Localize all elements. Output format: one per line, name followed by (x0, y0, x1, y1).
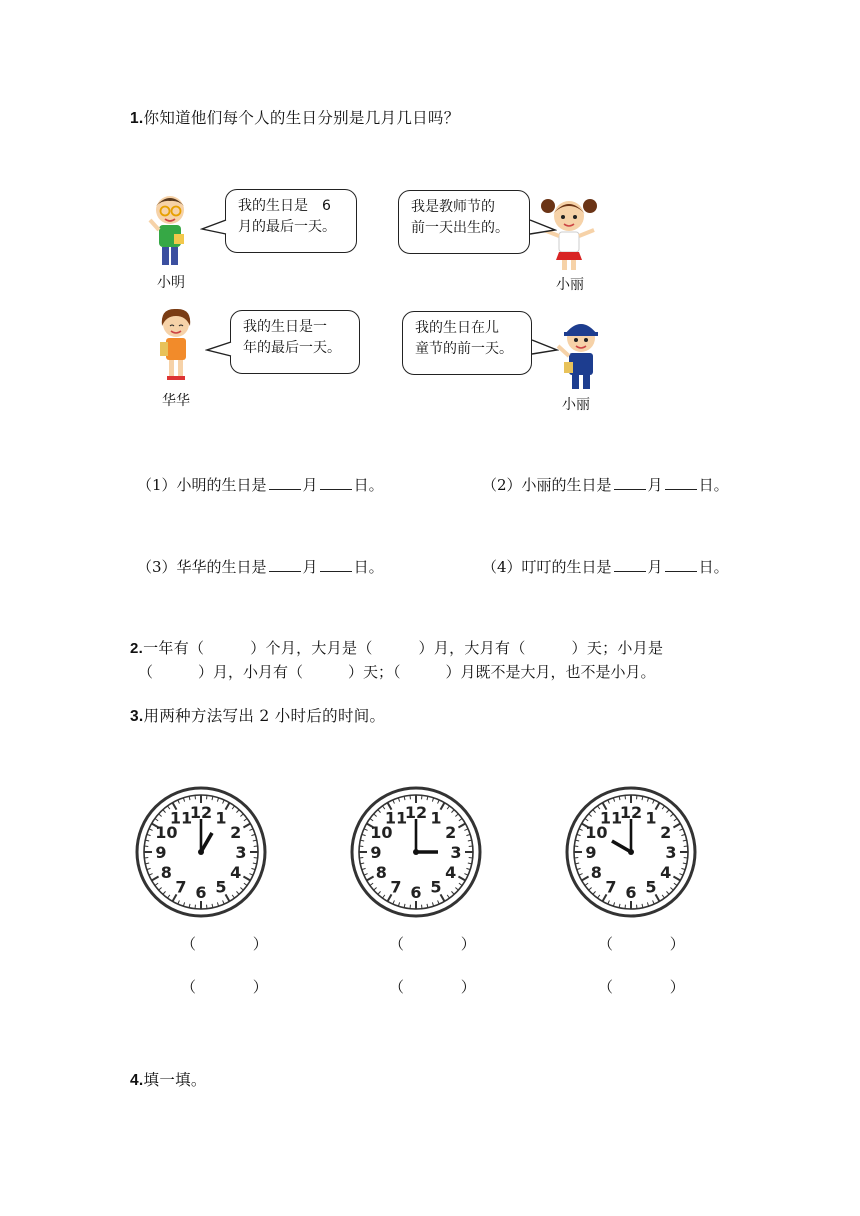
clock-numeral: 3 (235, 843, 247, 862)
question-number: 4. (130, 1072, 144, 1089)
speech-bubble-dingding (402, 311, 532, 375)
sub-question-1 (137, 474, 384, 495)
clock-numeral: 1 (430, 808, 442, 828)
sub-question-text: 月 (302, 476, 318, 494)
clock-numeral: 10 (585, 823, 608, 842)
bubble-line: 前一天出生的。 (411, 220, 509, 236)
clock-numeral: 6 (195, 883, 207, 902)
sub-question-text: 日。 (698, 476, 729, 494)
clock-numeral: 1 (215, 808, 227, 828)
sub-question-text: （4）叮叮的生日是 (482, 558, 612, 576)
bubble-line: 月的最后一天。 (238, 219, 336, 235)
answer-blank[interactable] (320, 557, 352, 572)
answer-paren[interactable]: （ ） (389, 978, 502, 996)
sub-question-2 (482, 474, 729, 495)
answer-paren[interactable]: （ ） (389, 935, 502, 953)
sub-question-text: 月 (647, 558, 663, 576)
clock-numeral: 6 (410, 883, 422, 902)
answer-blank[interactable] (269, 557, 301, 572)
clock-numeral: 12 (189, 803, 213, 822)
clock-numeral: 8 (375, 863, 387, 882)
question-4-title (130, 1068, 207, 1090)
clock-numeral: 5 (430, 877, 442, 897)
answer-paren[interactable]: （ ） (181, 935, 294, 953)
question-2 (130, 637, 663, 682)
question-number: 1. (130, 110, 144, 127)
clock-numeral: 11 (599, 808, 623, 828)
clock-center (413, 849, 419, 855)
sub-question-text: 月 (647, 476, 663, 494)
clock-numeral: 5 (215, 877, 227, 897)
sub-question-4 (482, 556, 729, 577)
clock-numeral: 1 (645, 808, 657, 828)
clock-numeral: 4 (445, 863, 457, 882)
clock-numeral: 4 (230, 863, 242, 882)
clock-numeral: 8 (590, 863, 602, 882)
bubble-line: 我是教师节的 (411, 199, 495, 215)
question-line: （ ）月，小月有（ ）天；（ ）月既不是大月，也不是小月。 (138, 663, 656, 681)
clock-numeral: 2 (445, 823, 457, 842)
clock-3 (564, 785, 698, 919)
name-label: 小丽 (556, 277, 584, 293)
clock-1 (134, 785, 268, 919)
answer-paren[interactable]: （ ） (598, 978, 711, 996)
clock-2 (349, 785, 483, 919)
question-number: 3. (130, 708, 144, 725)
clock-numeral: 7 (605, 877, 617, 897)
name-label: 小明 (157, 275, 185, 291)
clock-numeral: 9 (370, 843, 382, 862)
question-text: 填一填。 (143, 1071, 207, 1089)
clock-numeral: 4 (660, 863, 672, 882)
sub-question-text: 日。 (353, 476, 384, 494)
answer-paren[interactable]: （ ） (598, 935, 711, 953)
bubble-line: 我的生日是 6 (238, 198, 331, 214)
clock-numeral: 6 (625, 883, 637, 902)
sub-question-text: （1）小明的生日是 (137, 476, 267, 494)
clock-numeral: 10 (370, 823, 393, 842)
sub-question-text: （2）小丽的生日是 (482, 476, 612, 494)
bubble-tail (527, 218, 557, 238)
answer-blank[interactable] (320, 475, 352, 490)
clock-numeral: 5 (645, 877, 657, 897)
question-number: 2. (130, 640, 144, 657)
question-1-title (130, 106, 460, 128)
speech-bubble-xiaoli (398, 190, 530, 254)
clock-center (198, 849, 204, 855)
clock-numeral: 11 (384, 808, 408, 828)
child-huahua-illustration (154, 306, 200, 384)
answer-blank[interactable] (665, 557, 697, 572)
sub-question-3 (137, 556, 384, 577)
answer-blank[interactable] (614, 475, 646, 490)
bubble-line: 年的最后一天。 (243, 340, 341, 356)
bubble-line: 童节的前一天。 (415, 341, 513, 357)
question-line: 一年有（ ）个月，大月是（ ）月，大月有（ ）天；小月是 (143, 639, 664, 657)
clock-numeral: 3 (665, 843, 677, 862)
sub-question-text: 月 (302, 558, 318, 576)
question-text: 你知道他们每个人的生日分别是几月几日吗？ (143, 109, 460, 127)
bubble-line: 我的生日在儿 (415, 320, 499, 336)
clock-numeral: 7 (390, 877, 402, 897)
clock-numeral: 10 (155, 823, 178, 842)
clock-numeral: 2 (230, 823, 242, 842)
clock-numeral: 9 (155, 843, 167, 862)
name-label: 华华 (162, 393, 190, 409)
sub-question-text: （3）华华的生日是 (137, 558, 267, 576)
sub-question-text: 日。 (353, 558, 384, 576)
bubble-line: 我的生日是一 (243, 319, 327, 335)
question-3-title (130, 704, 385, 726)
bubble-tail (529, 338, 559, 358)
answer-blank[interactable] (614, 557, 646, 572)
bubble-tail (200, 218, 230, 238)
answer-blank[interactable] (665, 475, 697, 490)
clock-numeral: 12 (404, 803, 428, 822)
answer-paren[interactable]: （ ） (181, 978, 294, 996)
name-label: 小丽 (562, 397, 590, 413)
question-text: 用两种方法写出 2 小时后的时间。 (143, 707, 386, 725)
bubble-tail (205, 340, 235, 360)
sub-question-text: 日。 (698, 558, 729, 576)
clock-numeral: 8 (160, 863, 172, 882)
clock-numeral: 3 (450, 843, 462, 862)
clock-numeral: 7 (175, 877, 187, 897)
child-xiaoming-illustration (148, 192, 194, 270)
speech-bubble-xiaoming (225, 189, 357, 253)
clock-center (628, 849, 634, 855)
clock-numeral: 9 (585, 843, 597, 862)
clock-numeral: 2 (660, 823, 672, 842)
speech-bubble-huahua (230, 310, 360, 374)
clock-numeral: 11 (169, 808, 193, 828)
clock-numeral: 12 (619, 803, 643, 822)
answer-blank[interactable] (269, 475, 301, 490)
child-dingding-illustration (556, 316, 606, 394)
